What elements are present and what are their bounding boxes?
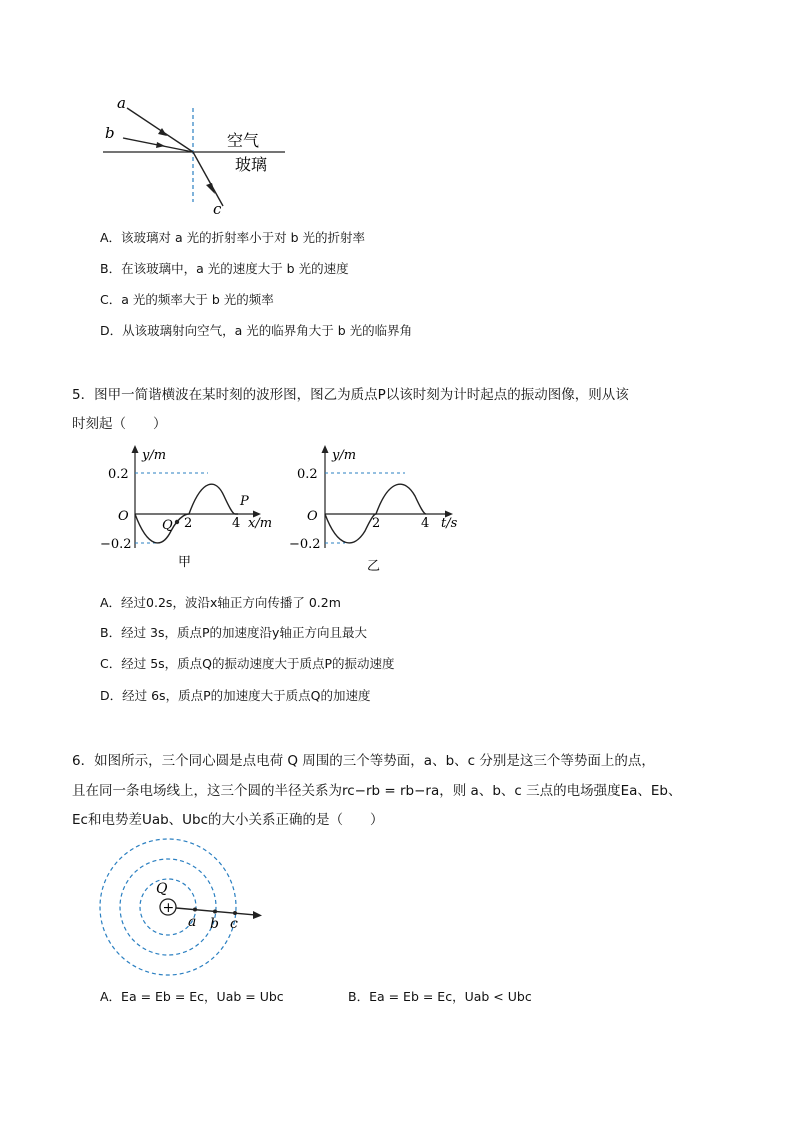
svg-text:y/m: y/m [332, 448, 357, 463]
label-air: 空气 [227, 131, 260, 150]
svg-text:Q: Q [156, 881, 168, 897]
label-c: c [213, 200, 222, 218]
q6-stem-line3: Ec和电势差Uab、Ubc的大小关系正确的是（ ） [72, 812, 384, 828]
label-a: a [117, 94, 126, 112]
q4-option-d[interactable]: D．从该玻璃射向空气，a 光的临界角大于 b 光的临界角 [100, 323, 413, 338]
svg-text:+: + [162, 900, 175, 916]
svg-text:O: O [118, 509, 129, 524]
svg-text:甲: 甲 [178, 555, 192, 570]
q6-stem-line1: 6．如图所示，三个同心圆是点电荷 Q 周围的三个等势面，a、b、c 分别是这三个等势面上的点， [72, 753, 655, 769]
svg-text:−0.2: −0.2 [289, 537, 321, 552]
q5-stem-line2: 时刻起（ ） [72, 416, 167, 432]
q5-wave-graph [96, 440, 286, 575]
q5-option-b[interactable]: B．经过 3s，质点P的加速度沿y轴正方向且最大 [100, 625, 367, 640]
label-glass: 玻璃 [235, 155, 268, 174]
q5-option-d[interactable]: D．经过 6s，质点P的加速度大于质点Q的加速度 [100, 688, 371, 703]
q5-vibration-graph [285, 440, 470, 575]
point-Q [175, 520, 179, 524]
svg-text:t/s: t/s [441, 516, 458, 531]
svg-text:−0.2: −0.2 [100, 537, 132, 552]
q5-option-c[interactable]: C．经过 5s，质点Q的振动速度大于质点P的振动速度 [100, 656, 395, 671]
ray-c [193, 152, 223, 206]
svg-text:O: O [307, 509, 318, 524]
q5-option-a[interactable]: A．经过0.2s，波沿x轴正方向传播了 0.2m [100, 595, 341, 610]
q5-stem-line1: 5．图甲一简谐横波在某时刻的波形图，图乙为质点P以该时刻为计时起点的振动图像，则从该 [72, 387, 629, 403]
svg-text:c: c [230, 916, 238, 932]
svg-text:乙: 乙 [367, 559, 381, 574]
q6-equipotential-figure [96, 836, 276, 981]
svg-text:Q: Q [162, 518, 173, 533]
q6-stem-line2: 且在同一条电场线上，这三个圆的半径关系为rc−rb = rb−ra，则 a、b、c 三点的电场强度Ea、Eb、 [72, 783, 682, 799]
ray-b-arrow [156, 142, 165, 148]
svg-text:0.2: 0.2 [297, 467, 318, 482]
point-b [213, 910, 217, 914]
svg-text:0.2: 0.2 [108, 467, 129, 482]
label-b: b [105, 124, 115, 142]
q6-option-a[interactable]: A．Ea = Eb = Ec，Uab = Ubc [100, 989, 284, 1004]
svg-text:2: 2 [372, 516, 381, 531]
q4-option-c[interactable]: C．a 光的频率大于 b 光的频率 [100, 292, 274, 307]
refraction-figure [95, 90, 295, 220]
svg-text:a: a [188, 914, 197, 930]
svg-text:x/m: x/m [248, 516, 273, 531]
svg-text:4: 4 [232, 516, 241, 531]
q6-option-b[interactable]: B．Ea = Eb = Ec，Uab < Ubc [348, 989, 532, 1004]
point-c [233, 911, 237, 915]
svg-text:P: P [240, 494, 249, 509]
svg-text:2: 2 [184, 516, 193, 531]
q4-option-b[interactable]: B．在该玻璃中，a 光的速度大于 b 光的速度 [100, 261, 349, 276]
svg-text:y/m: y/m [142, 448, 167, 463]
q4-option-a[interactable]: A．该玻璃对 a 光的折射率小于对 b 光的折射率 [100, 230, 366, 245]
svg-text:b: b [210, 916, 219, 932]
point-a [193, 908, 197, 912]
svg-text:4: 4 [421, 516, 430, 531]
